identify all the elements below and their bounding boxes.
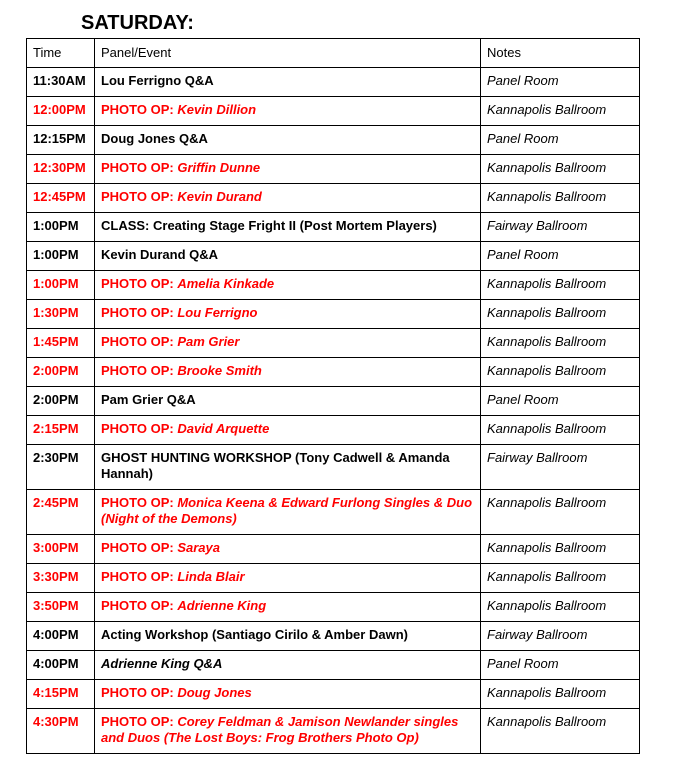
row-notes: Kannapolis Ballroom xyxy=(481,709,640,754)
row-notes: Kannapolis Ballroom xyxy=(481,416,640,445)
event-name: Brooke Smith xyxy=(177,363,262,378)
row-notes: Kannapolis Ballroom xyxy=(481,680,640,709)
schedule-body xyxy=(27,39,640,754)
header-time: Time xyxy=(27,39,95,68)
photo-op-label: PHOTO OP: xyxy=(101,495,178,510)
row-notes: Kannapolis Ballroom xyxy=(481,271,640,300)
row-time: 12:00PM xyxy=(27,97,95,126)
row-notes: Kannapolis Ballroom xyxy=(481,593,640,622)
photo-op-label: PHOTO OP: xyxy=(101,714,178,729)
row-event xyxy=(95,680,481,709)
row-notes: Kannapolis Ballroom xyxy=(481,184,640,213)
row-event xyxy=(95,126,481,155)
row-event xyxy=(95,651,481,680)
row-time: 1:00PM xyxy=(27,242,95,271)
event-name: Saraya xyxy=(177,540,220,555)
row-event xyxy=(95,271,481,300)
event-name: Adrienne King xyxy=(177,598,267,613)
row-event xyxy=(95,416,481,445)
table-row xyxy=(27,184,640,213)
table-row xyxy=(27,97,640,126)
row-time: 4:00PM xyxy=(27,651,95,680)
row-notes: Fairway Ballroom xyxy=(481,445,640,490)
table-row xyxy=(27,416,640,445)
row-notes: Panel Room xyxy=(481,126,640,155)
row-notes: Fairway Ballroom xyxy=(481,622,640,651)
photo-op-label: PHOTO OP: xyxy=(101,598,178,613)
row-time: 2:00PM xyxy=(27,358,95,387)
photo-op-label: PHOTO OP: xyxy=(101,334,178,349)
row-notes: Kannapolis Ballroom xyxy=(481,155,640,184)
photo-op-label: PHOTO OP: xyxy=(101,160,178,175)
event-name: CLASS: Creating Stage Fright II (Post Mortem Players) xyxy=(101,218,437,233)
row-event xyxy=(95,593,481,622)
row-time: 4:15PM xyxy=(27,680,95,709)
row-time: 1:00PM xyxy=(27,271,95,300)
event-name: Griffin Dunne xyxy=(177,160,261,175)
event-name: Lou Ferrigno xyxy=(177,305,258,320)
row-event xyxy=(95,97,481,126)
event-name: Amelia Kinkade xyxy=(177,276,275,291)
event-name: Adrienne King Q&A xyxy=(101,656,223,671)
row-time: 3:50PM xyxy=(27,593,95,622)
table-row xyxy=(27,329,640,358)
photo-op-label: PHOTO OP: xyxy=(101,363,178,378)
table-row xyxy=(27,126,640,155)
table-row xyxy=(27,622,640,651)
row-event xyxy=(95,300,481,329)
photo-op-label: PHOTO OP: xyxy=(101,421,178,436)
table-row xyxy=(27,68,640,97)
event-name: Doug Jones xyxy=(177,685,252,700)
row-time: 2:45PM xyxy=(27,490,95,535)
event-name: Kevin Dillion xyxy=(177,102,257,117)
row-time: 1:00PM xyxy=(27,213,95,242)
row-event xyxy=(95,535,481,564)
photo-op-label: PHOTO OP: xyxy=(101,102,178,117)
row-notes: Kannapolis Ballroom xyxy=(481,490,640,535)
table-row xyxy=(27,680,640,709)
photo-op-label: PHOTO OP: xyxy=(101,276,178,291)
photo-op-label: PHOTO OP: xyxy=(101,569,178,584)
row-time: 2:30PM xyxy=(27,445,95,490)
row-time: 1:30PM xyxy=(27,300,95,329)
event-name: Kevin Durand Q&A xyxy=(101,247,219,262)
row-time: 2:00PM xyxy=(27,387,95,416)
header-event: Panel/Event xyxy=(95,39,481,68)
row-time: 11:30AM xyxy=(27,68,95,97)
photo-op-label: PHOTO OP: xyxy=(101,540,178,555)
event-name: Lou Ferrigno Q&A xyxy=(101,73,214,88)
table-row xyxy=(27,490,640,535)
row-notes: Kannapolis Ballroom xyxy=(481,300,640,329)
table-row xyxy=(27,593,640,622)
row-notes: Panel Room xyxy=(481,387,640,416)
row-time: 4:00PM xyxy=(27,622,95,651)
table-row xyxy=(27,271,640,300)
photo-op-label: PHOTO OP: xyxy=(101,685,178,700)
row-time: 4:30PM xyxy=(27,709,95,754)
day-title: SATURDAY: xyxy=(81,12,194,34)
event-name: Doug Jones Q&A xyxy=(101,131,208,146)
row-notes: Panel Room xyxy=(481,242,640,271)
event-name: Pam Grier Q&A xyxy=(101,392,196,407)
event-name: Acting Workshop (Santiago Cirilo & Amber Dawn) xyxy=(101,627,408,642)
row-event xyxy=(95,213,481,242)
row-event xyxy=(95,184,481,213)
row-notes: Kannapolis Ballroom xyxy=(481,535,640,564)
table-row xyxy=(27,445,640,490)
table-row xyxy=(27,213,640,242)
photo-op-label: PHOTO OP: xyxy=(101,305,178,320)
row-event xyxy=(95,242,481,271)
event-name: GHOST HUNTING WORKSHOP (Tony Cadwell & Amanda Hannah) xyxy=(101,450,450,481)
row-time: 1:45PM xyxy=(27,329,95,358)
event-name: Pam Grier xyxy=(177,334,240,349)
event-name: David Arquette xyxy=(177,421,270,436)
row-notes: Kannapolis Ballroom xyxy=(481,358,640,387)
row-time: 12:30PM xyxy=(27,155,95,184)
row-event xyxy=(95,445,481,490)
row-time: 2:15PM xyxy=(27,416,95,445)
table-row xyxy=(27,155,640,184)
header-row xyxy=(27,39,640,68)
row-event xyxy=(95,490,481,535)
row-event xyxy=(95,387,481,416)
event-name: Kevin Durand xyxy=(177,189,262,204)
table-row xyxy=(27,651,640,680)
event-name: Linda Blair xyxy=(177,569,245,584)
row-notes: Panel Room xyxy=(481,68,640,97)
row-time: 3:30PM xyxy=(27,564,95,593)
schedule-table xyxy=(26,38,640,754)
row-notes: Kannapolis Ballroom xyxy=(481,97,640,126)
table-row xyxy=(27,709,640,754)
row-notes: Panel Room xyxy=(481,651,640,680)
event-name: Monica Keena & Edward Furlong Singles & Duo (Night of the Demons) xyxy=(101,495,473,526)
row-notes: Kannapolis Ballroom xyxy=(481,564,640,593)
event-name: Corey Feldman & Jamison Newlander singles and Duos (The Lost Boys: Frog Brothers Photo Op) xyxy=(101,714,459,745)
row-time: 3:00PM xyxy=(27,535,95,564)
row-event xyxy=(95,564,481,593)
photo-op-label: PHOTO OP: xyxy=(101,189,178,204)
table-row xyxy=(27,300,640,329)
row-event xyxy=(95,329,481,358)
header-notes: Notes xyxy=(481,39,640,68)
row-event xyxy=(95,155,481,184)
row-event xyxy=(95,622,481,651)
row-time: 12:15PM xyxy=(27,126,95,155)
row-event xyxy=(95,709,481,754)
row-time: 12:45PM xyxy=(27,184,95,213)
row-event xyxy=(95,358,481,387)
row-notes: Fairway Ballroom xyxy=(481,213,640,242)
table-row xyxy=(27,358,640,387)
table-row xyxy=(27,564,640,593)
table-row xyxy=(27,387,640,416)
table-row xyxy=(27,242,640,271)
table-row xyxy=(27,535,640,564)
row-notes: Kannapolis Ballroom xyxy=(481,329,640,358)
row-event xyxy=(95,68,481,97)
